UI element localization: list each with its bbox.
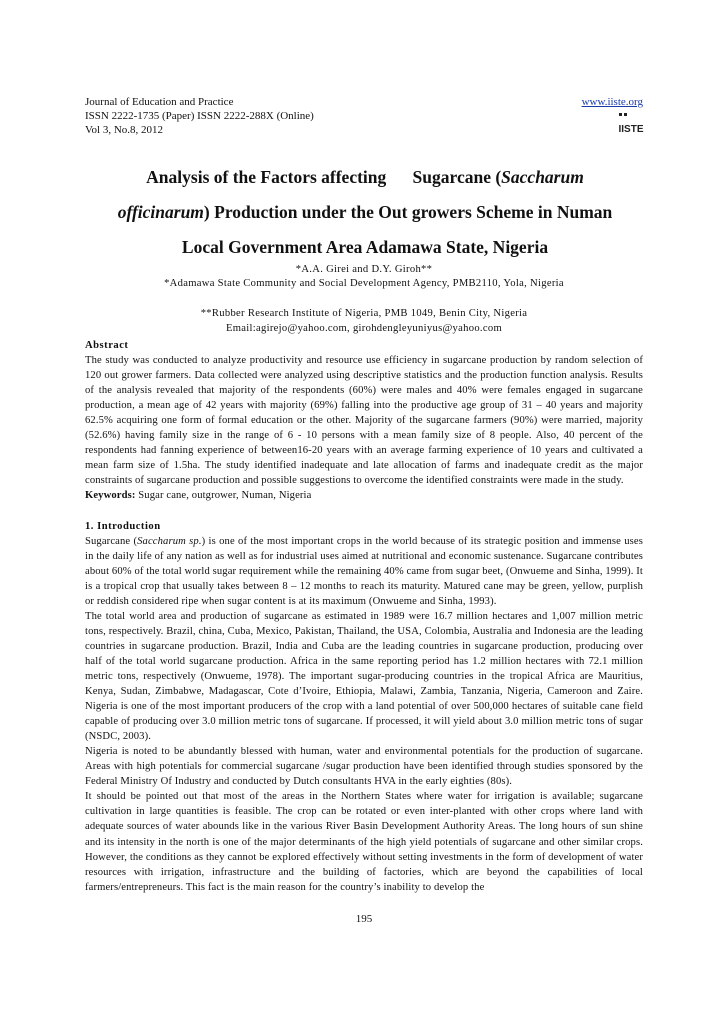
intro-paragraph-3: Nigeria is noted to be abundantly blessed with human, water and environmental potentials for the production of sugarcane. Areas with high potentials for commercial sugarcane /sugar production have been identified through studies sponsored by the Federal Ministry Of Industry and conducted by Dutch consultants HVA in the early eighties (80s). (85, 746, 643, 788)
affiliation-2-text: **Rubber Research Institute of Nigeria, PMB 1049, Benin City, Nigeria (200, 308, 528, 319)
author-emails: Email:agirejo@yahoo.com, girohdengleyuniyus@yahoo.com (225, 323, 503, 334)
intro-paragraph-1: Sugarcane (Saccharum sp.) is one of the most important crops in the world because of its strategic position and immense uses in the daily life of any nation as well as for industrial uses aimed at nutritional and economic sustenance. Sugarcane contributes about 60% of the total world sugar requirement while the remaining 40% came from sugar beet, (Onwueme and Sinha, 1999). It is a tropical crop that usually takes between 8 – 12 months to reach its maturity. Matured cane may be green, yellow, purplish or reddish considered ripe when sugar content is at its maximum (Onwueme and Sinha, 1993). (85, 535, 643, 607)
title-line-1: Analysis of the Factors affecting Sugarcane (Saccharum (146, 167, 584, 187)
intro-paragraph-2: The total world area and production of sugarcane as estimated in 1989 were 16.7 million hectares and 1,007 million metric tons, respectively. Brazil, china, Cuba, Mexico, Pakistan, Thailand, the USA, Colombia, Australia and Indonesia are the leading countries in sugarcane production. Brazil, India and Cuba are the leading countries in sugarcane production, producing over half of the total world sugarcane production. Africa in the same reporting period has 1.2 million hectares with 72.1 million metric tons, respectively (Onwueme, 1978). The important sugar-producing countries in the tropical Africa are Mauritius, Kenya, Sudan, Zimbabwe, Madagascar, Cote d’Ivoire, Ethiopia, Malawi, Zambia, Tanzania, Nigeria, Cameroon and Zaire. Nigeria is one of the most important producers of the crop with a land potential of over 500,000 hectares of suitable cane field capable of producing over 3.0 million metric tons of sugarcane. If processed, it will yield about 3.0 million metric tons of sugar (NSDC, 2003). (85, 610, 643, 743)
abstract-heading: Abstract (85, 340, 129, 351)
keywords: Sugar cane, outgrower, Numan, Nigeria (135, 490, 312, 502)
affiliation-2 (85, 306, 643, 336)
affiliation-1: *Adamawa State Community and Social Development Agency, PMB2110, Yola, Nigeria (164, 278, 564, 289)
iiste-logo (618, 112, 644, 136)
introduction-heading: 1. Introduction (85, 520, 161, 532)
journal-name: Journal of Education and Practice (85, 96, 234, 108)
paper-title (75, 160, 655, 265)
paper-body (85, 338, 643, 895)
title-line-2: officinarum) Production under the Out growers Scheme in Numan (117, 202, 613, 222)
title-line-3: Local Government Area Adamawa State, Nigeria (181, 237, 549, 257)
keywords-label: Keywords: (85, 490, 136, 502)
journal-volume: Vol 3, No.8, 2012 (85, 124, 164, 136)
intro-paragraph-4: It should be pointed out that most of the areas in the Northern States where water for irrigation is available; sugarcane cultivation in large quantities is feasible. The crop can be rotated or even inter-planted with other crops where land with adequate sources of water abounds like in the various River Basin Development Authority Areas. The long hours of sun shine and its intensity in the north is one of the major determinants of the high yield potentials of sugarcane and other similar crops. However, the conditions as they cannot be explored effectively without setting investments in the form of development of water resources with irrigation, infrastructure and the building of factories, which are beyond the capabilities of local farmers/entrepreneurs. This fact is the main reason for the country’s inability to develop the (85, 791, 643, 893)
abstract-text: The study was conducted to analyze productivity and resource use efficiency in sugarcane production by random selection of 120 out grower farmers. Data collected were analyzed using descriptive statistics and the production function analysis. Results of the analysis revealed that majority of the respondents (60%) were males and 40% were females engaged in sugarcane production, a mean age of 42 years with majority (69%) falling into the productive age group of 31 – 40 years and majority 62.5% acquiring one form of formal education or the other. Majority of the sugarcane farmers (90%) were married, majority (52.6%) having family size in the range of 6 - 10 persons with a mean family size of 8 people. Also, 40 percent of the respondents had fanning experience of between16-20 years with an average farming experience of 10 years and cultivated a mean farm size of 1.5ha. The study identified inadequate and late allocation of farms and inadequate credit as the major constraints of sugarcane production and possible suggestions to overcome the identified constraints were made in the study. (85, 355, 643, 487)
journal-issn: ISSN 2222-1735 (Paper) ISSN 2222-288X (Online) (85, 110, 314, 122)
keywords-line (85, 488, 643, 503)
page-number: 195 (355, 913, 373, 925)
authors: *A.A. Girei and D.Y. Giroh** (295, 264, 433, 275)
iiste-logo-text: IISTE (618, 124, 644, 135)
journal-url-link[interactable]: www.iiste.org (581, 96, 643, 108)
journal-header (85, 95, 643, 137)
